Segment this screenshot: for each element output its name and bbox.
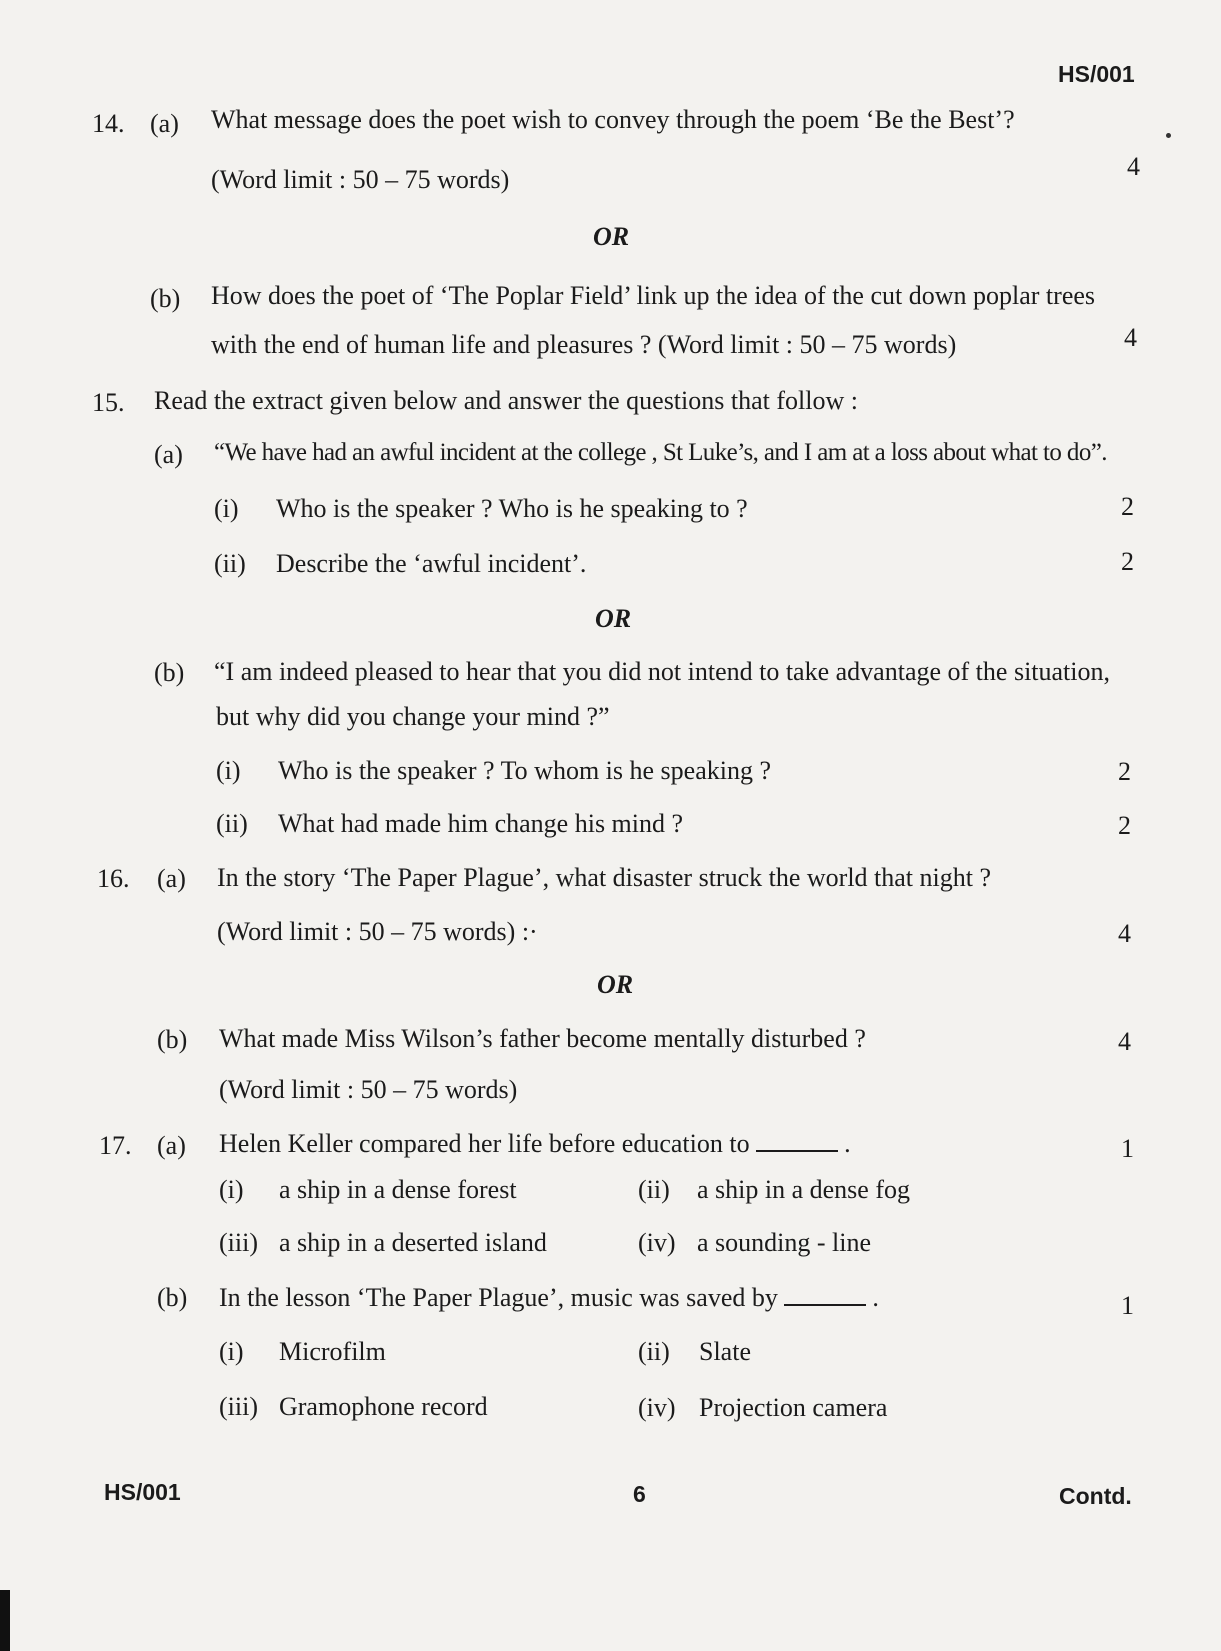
- q15-b-i-marks: 2: [1118, 757, 1131, 786]
- q17-a-option-iv: a sounding - line: [697, 1228, 872, 1257]
- q17-b-option-iii: Gramophone record: [279, 1392, 488, 1421]
- q15-a-ii-marks: 2: [1121, 547, 1134, 576]
- q16-b-word-limit: (Word limit : 50 – 75 words): [219, 1075, 518, 1104]
- q17-b-marks: 1: [1121, 1291, 1134, 1320]
- q15-number: 15.: [92, 388, 125, 417]
- answer-blank: [784, 1286, 866, 1306]
- q17-a-option-ii: a ship in a dense fog: [697, 1175, 911, 1204]
- q15-b-i-label: (i): [216, 756, 241, 785]
- q17-a-label: (a): [157, 1131, 186, 1160]
- q16-or: OR: [597, 970, 634, 999]
- q15-b-i-question: Who is the speaker ? To whom is he speaking ?: [278, 756, 772, 785]
- q14-number: 14.: [92, 109, 125, 138]
- q14-b-question-line1: How does the poet of ‘The Poplar Field’ link up the idea of the cut down poplar trees: [211, 281, 1096, 310]
- q14-b-label: (b): [150, 284, 181, 313]
- q15-or: OR: [595, 604, 632, 633]
- q16-b-question: What made Miss Wilson’s father become mentally disturbed ?: [219, 1024, 866, 1053]
- q16-a-marks: 4: [1118, 919, 1131, 948]
- q16-b-label: (b): [157, 1025, 188, 1054]
- q14-a-marks: 4: [1127, 152, 1140, 181]
- q17-a-option-i-label: (i): [219, 1175, 244, 1204]
- q17-a-marks: 1: [1121, 1134, 1134, 1163]
- q15-b-extract-line2: but why did you change your mind ?”: [216, 702, 610, 731]
- q17-b-question: In the lesson ‘The Paper Plague’, music was saved by .: [219, 1283, 879, 1312]
- scan-edge: [0, 1590, 10, 1651]
- q17-b-option-iii-label: (iii): [219, 1392, 258, 1421]
- q15-a-ii-question: Describe the ‘awful incident’.: [276, 549, 587, 578]
- q14-or: OR: [593, 222, 630, 251]
- q15-intro: Read the extract given below and answer the questions that follow :: [154, 386, 858, 415]
- q17-b-label: (b): [157, 1283, 188, 1312]
- contd-label: Contd.: [1059, 1483, 1132, 1509]
- q15-b-label: (b): [154, 658, 185, 687]
- q17-b-option-iv-label: (iv): [638, 1393, 676, 1422]
- q15-a-label: (a): [154, 440, 183, 469]
- q15-b-ii-question: What had made him change his mind ?: [278, 809, 684, 838]
- q17-b-question-text: In the lesson ‘The Paper Plague’, music was saved by: [219, 1283, 778, 1312]
- q15-a-i-label: (i): [214, 494, 239, 523]
- q17-a-option-iv-label: (iv): [638, 1228, 676, 1257]
- q17-a-option-iii-label: (iii): [219, 1228, 258, 1257]
- q17-a-option-iii: a ship in a deserted island: [279, 1228, 547, 1257]
- q17-a-option-ii-label: (ii): [638, 1175, 670, 1204]
- header-code: HS/001: [1058, 61, 1135, 87]
- q16-b-marks: 4: [1118, 1027, 1131, 1056]
- q17-b-option-iv: Projection camera: [699, 1393, 888, 1422]
- page-number: 6: [633, 1481, 646, 1507]
- q17-b-option-i-label: (i): [219, 1337, 244, 1366]
- q15-b-ii-marks: 2: [1118, 811, 1131, 840]
- q16-number: 16.: [97, 864, 130, 893]
- q15-b-ii-label: (ii): [216, 809, 248, 838]
- q15-a-ii-label: (ii): [214, 549, 246, 578]
- q16-a-question: In the story ‘The Paper Plague’, what disaster struck the world that night ?: [217, 863, 992, 892]
- q17-number: 17.: [99, 1131, 132, 1160]
- q14-a-word-limit: (Word limit : 50 – 75 words): [211, 165, 510, 194]
- answer-blank: [756, 1132, 838, 1152]
- q17-b-option-ii: Slate: [699, 1337, 751, 1366]
- footer-code: HS/001: [104, 1479, 181, 1505]
- q15-b-extract-line1: “I am indeed pleased to hear that you did not intend to take advantage of the situation,: [214, 657, 1110, 686]
- q17-b-option-ii-label: (ii): [638, 1337, 670, 1366]
- q15-a-extract: “We have had an awful incident at the college , St Luke’s, and I am at a loss about what to do”.: [214, 439, 1107, 466]
- q14-b-marks: 4: [1124, 323, 1137, 352]
- q17-b-option-i: Microfilm: [279, 1337, 386, 1366]
- q17-a-question: Helen Keller compared her life before education to .: [219, 1129, 851, 1158]
- q16-a-word-limit: (Word limit : 50 – 75 words) :·: [217, 917, 538, 946]
- q14-a-question: What message does the poet wish to convey through the poem ‘Be the Best’?: [211, 105, 1015, 134]
- q17-a-question-text: Helen Keller compared her life before education to: [219, 1129, 750, 1158]
- q14-b-question-line2: with the end of human life and pleasures ? (Word limit : 50 – 75 words): [211, 330, 957, 359]
- q15-a-i-question: Who is the speaker ? Who is he speaking to ?: [276, 494, 748, 523]
- scan-speck: [1166, 133, 1171, 138]
- q14-a-label: (a): [150, 109, 179, 138]
- q16-a-label: (a): [157, 864, 186, 893]
- q15-a-i-marks: 2: [1121, 492, 1134, 521]
- q17-a-option-i: a ship in a dense forest: [279, 1175, 517, 1204]
